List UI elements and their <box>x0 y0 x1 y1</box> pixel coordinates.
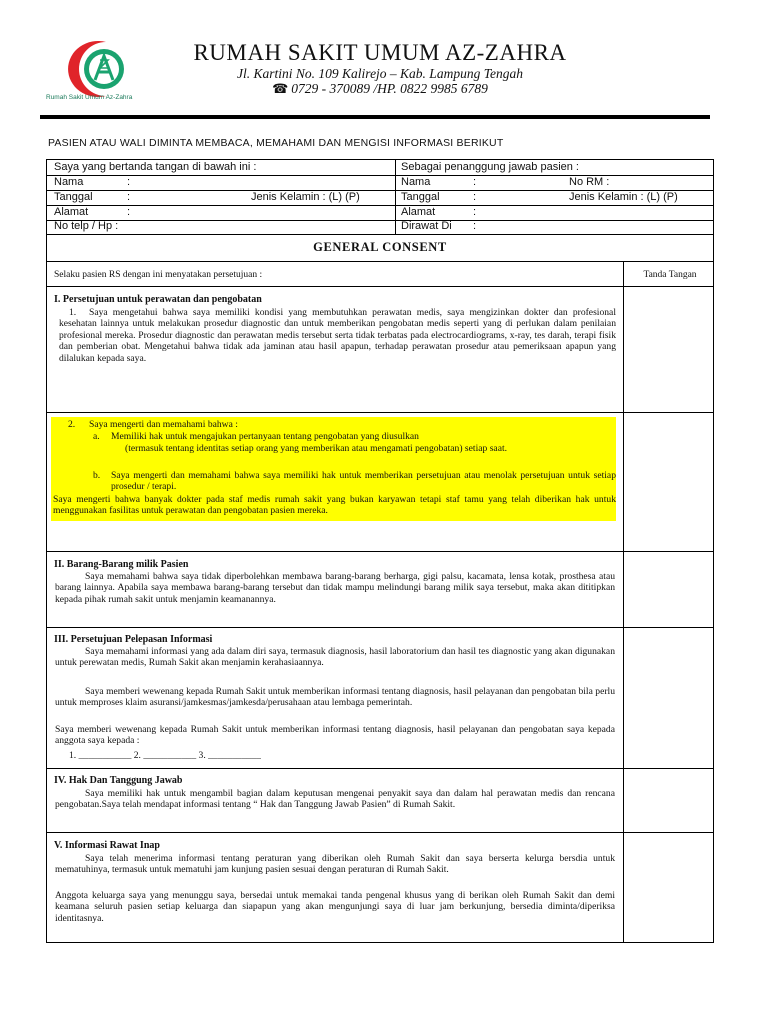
section-1-title: I. Persetujuan untuk perawatan dan pengobatan <box>54 294 262 305</box>
left-name-label: Nama <box>54 176 84 188</box>
hospital-phone: 0729 - 370089 /HP. 0822 9985 6789 <box>291 81 488 96</box>
row-divider <box>47 175 713 176</box>
section-3-recipient-blanks: 1. ___________ 2. ___________ 3. ___________ <box>69 750 261 761</box>
header-divider <box>40 115 710 119</box>
row-divider <box>47 551 713 552</box>
row-divider <box>47 832 713 833</box>
left-address-colon: : <box>127 206 131 218</box>
phone-icon: ☎ <box>272 81 289 96</box>
row-divider <box>47 627 713 628</box>
right-rm-label: No RM : <box>569 176 610 188</box>
right-ward-label: Dirawat Di <box>401 220 452 232</box>
right-ward-colon: : <box>473 220 477 232</box>
consent-form <box>46 159 714 943</box>
row-divider <box>47 234 713 235</box>
row-divider <box>47 205 713 206</box>
logo-caption: Rumah Sakit Umum Az-Zahra <box>46 94 133 101</box>
left-address-label: Alamat <box>54 206 89 218</box>
right-name-colon: : <box>473 176 477 188</box>
item-a-label: a. <box>93 431 100 442</box>
left-gender-label: Jenis Kelamin : (L) (P) <box>251 191 360 203</box>
right-date-colon: : <box>473 191 477 203</box>
column-divider <box>395 160 396 234</box>
hospital-address: Jl. Kartini No. 109 Kalirejo – Kab. Lampung Tengah <box>237 66 523 81</box>
right-address-colon: : <box>473 206 477 218</box>
item-2-number: 2. <box>68 419 76 430</box>
item-b-label: b. <box>93 470 101 481</box>
section-5-paragraph-1: Saya telah menerima informasi tentang peraturan yang diberikan oleh Rumah Sakit dan saya berserta kelurga bersdia untuk mematuhinya, termasuk untuk mematuhi jam kunjung pasien sesuai dengan peraturan di Rumah Sakit. <box>55 853 615 876</box>
hospital-name: RUMAH SAKIT UMUM AZ-ZAHRA <box>193 40 567 65</box>
section-5-title: V. Informasi Rawat Inap <box>54 840 160 851</box>
right-header: Sebagai penanggung jawab pasien : <box>401 161 579 173</box>
right-name-label: Nama <box>401 176 431 188</box>
section-3-paragraph-3: Saya memberi wewenang kepada Rumah Sakit untuk memberikan informasi tentang diagnosis, hasil pelayanan dan pengobatan saya kepada anggota saya kepada : <box>55 724 615 747</box>
left-date-label: Tanggal <box>54 191 93 203</box>
right-address-label: Alamat <box>401 206 436 218</box>
left-header: Saya yang bertanda tangan di bawah ini : <box>54 161 257 173</box>
section-4-title: IV. Hak Dan Tanggung Jawab <box>54 775 183 786</box>
row-divider <box>47 220 713 221</box>
consent-intro: Selaku pasien RS dengan ini menyatakan persetujuan : <box>54 270 263 280</box>
item-a-note: (termasuk tentang identitas setiap orang yang memberikan atau mengamati pengobatan) setiap saat. <box>125 443 508 454</box>
item-1-number: 1. <box>69 307 77 318</box>
left-date-colon: : <box>127 191 131 203</box>
general-consent-title: GENERAL CONSENT <box>313 240 447 254</box>
item-a-text: Memiliki hak untuk mengajukan pertanyaan tentang pengobatan yang diusulkan <box>111 431 419 442</box>
section-2-text: Saya memahami bahwa saya tidak diperbolehkan membawa barang-barang berharga, gigi palsu, kacamata, lensa kotak, prosthesa atau barang lainnya. Apabila saya membawa barang-barang tersebut dan tidak mampu melindungi barang milik saya tersebut, maka akan dititipkan kepada pihak rumah sakit untuk menjamin keamanannya. <box>55 571 615 605</box>
section-3-paragraph-1: Saya memahami informasi yang ada dalam diri saya, termasuk diagnosis, hasil laboratorium dan hasil tes diagnostic yang akan digunakan untuk perewatan medis, Rumah Sakit akan menjamin kerahasiaannya. <box>55 646 615 669</box>
hospital-logo-icon <box>44 36 144 102</box>
section-1-closing: Saya mengerti bahwa banyak dokter pada staf medis rumah sakit yang bukan karyawan tetapi staf tamu yang telah diberikan hak untuk menggunakan fasilitas untuk perawatan dan pengobatan pasien mereka. <box>53 494 616 517</box>
left-name-colon: : <box>127 176 131 188</box>
row-divider <box>47 412 713 413</box>
hospital-phone-line <box>150 81 610 97</box>
section-3-title: III. Persetujuan Pelepasan Informasi <box>54 634 213 645</box>
row-divider <box>47 286 713 287</box>
left-phone-label: No telp / Hp : <box>54 220 119 232</box>
signature-column-header: Tanda Tangan <box>643 270 697 280</box>
signature-column-divider <box>623 261 624 943</box>
section-4-text: Saya memiliki hak untuk mengambil bagian dalam keputusan mengenai penyakit saya dan dalam hal perawatan medis dan rencana pengobatan.Saya telah mendapat informasi tentang “ Hak dan Tanggung Jawab Pasien” di Rumah Sakit. <box>55 788 615 811</box>
section-1-item-2: Saya mengerti dan memahami bahwa : <box>89 419 238 430</box>
section-3-paragraph-2: Saya memberi wewenang kepada Rumah Sakit untuk memberikan informasi tentang diagnosis, hasil pelayanan dan pengobatan bila perlu untuk memproses klaim asuransi/jamkesmas/jamkesda/perusahaan atau lembaga pemerintah. <box>55 686 615 709</box>
section-2-title: II. Barang-Barang milik Pasien <box>54 559 189 570</box>
instruction-text: PASIEN ATAU WALI DIMINTA MEMBACA, MEMAHAMI DAN MENGISI INFORMASI BERIKUT <box>48 137 504 149</box>
right-date-label: Tanggal <box>401 191 440 203</box>
row-divider <box>47 261 713 262</box>
section-1-item-1: Saya mengetahui bahwa saya memiliki kondisi yang membutuhkan perawatan medis, saya mengizinkan dokter dan profesional kesehatan lainnya untuk melakukan prosedur diagnostic dan untuk memberikan pengobatan medis seperti yang di perlukan dalam penilaian profesional mereka. Prosedur diagnostic dan perawatan medis tersebut serta tidak terbatas pada electrocardiograms, x-ray, tes darah, terapi fisik dan pemberian obat. Mengetahui bahwa tidak ada jaminan atau hasil apapun, terhadap perawatan prosedur atau pemeriksaan apapun yang dilalukan kepada saya. <box>59 307 616 364</box>
item-b-text: Saya mengerti dan memahami bahwa saya memiliki hak untuk memberikan persetujuan atau menolak persetujuan untuk setiap prosedur / terapi. <box>111 470 616 493</box>
row-divider <box>47 768 713 769</box>
section-5-paragraph-2: Anggota keluarga saya yang menunggu saya, bersedai untuk memakai tanda pengenal khusus yang di berikan oleh Rumah Sakit dan demi keamana seluruh pasien setiap keluarga dan siapapun yang akan mengunjungi saya di luar jam berkunjung, bersedia diminta/diperiksa identitasnya. <box>55 890 615 924</box>
right-gender-label: Jenis Kelamin : (L) (P) <box>569 191 678 203</box>
